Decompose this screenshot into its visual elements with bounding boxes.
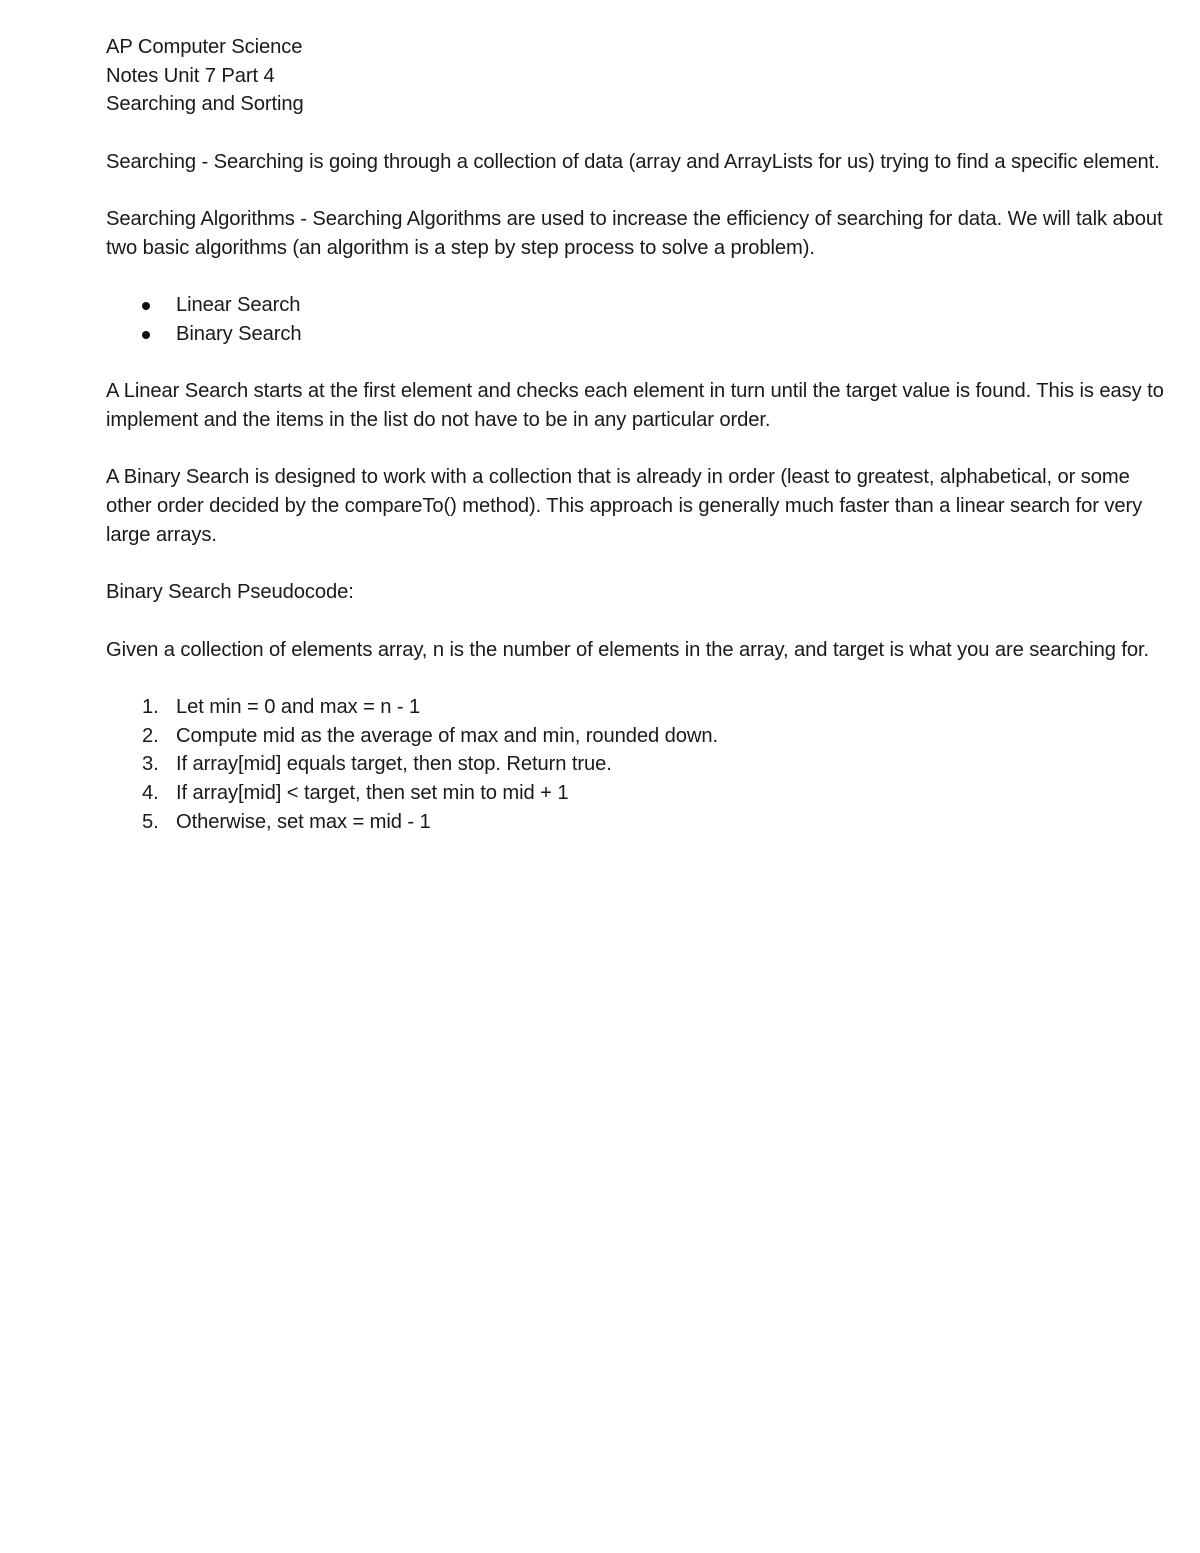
step-number: 2. (142, 724, 159, 747)
algorithm-bullet-list (106, 291, 1166, 348)
given-paragraph: Given a collection of elements array, n is the number of elements in the array, and target is what you are searching for. (106, 638, 1150, 661)
step-text: Compute mid as the average of max and min, rounded down. (176, 724, 719, 747)
spacer (106, 177, 1166, 206)
bullet-icon (142, 331, 150, 339)
list-item (106, 779, 1166, 808)
list-item (106, 808, 1166, 837)
document-page (106, 33, 1166, 837)
list-item (106, 320, 1166, 349)
list-item (106, 693, 1166, 722)
list-item (106, 750, 1166, 779)
list-item-label: Linear Search (176, 294, 301, 317)
spacer (106, 263, 1166, 292)
bullet-icon (142, 302, 150, 310)
step-text: If array[mid] equals target, then stop. Return true. (176, 753, 612, 776)
list-item-label: Binary Search (176, 322, 302, 345)
spacer (106, 349, 1166, 378)
spacer (106, 119, 1166, 148)
spacer (106, 435, 1166, 464)
searching-paragraph: Searching - Searching is going through a collection of data (array and ArrayLists for us) trying to find a specific element. (106, 150, 1160, 173)
step-number: 3. (142, 753, 159, 776)
spacer (106, 550, 1166, 579)
step-text: If array[mid] < target, then set min to mid + 1 (176, 782, 569, 805)
linear-search-paragraph: A Linear Search starts at the first element and checks each element in turn until the target value is found. This is easy to implement and the items in the list do not have to be in any particular order. (106, 380, 1164, 432)
pseudocode-steps-list (106, 693, 1166, 837)
step-number: 4. (142, 782, 159, 805)
topic-title: Searching and Sorting (106, 93, 304, 116)
list-item (106, 722, 1166, 751)
step-text: Let min = 0 and max = n - 1 (176, 696, 421, 719)
binary-search-paragraph: A Binary Search is designed to work with a collection that is already in order (least to greatest, alphabetical, or some other order decided by the compareTo() method). This approach is generally much faster than a linear search for very large arrays. (106, 466, 1143, 546)
spacer (106, 607, 1166, 636)
pseudocode-heading: Binary Search Pseudocode: (106, 581, 354, 604)
step-number: 5. (142, 810, 159, 833)
step-text: Otherwise, set max = mid - 1 (176, 810, 431, 833)
course-title: AP Computer Science (106, 36, 303, 58)
notes-subtitle: Notes Unit 7 Part 4 (106, 64, 275, 87)
spacer (106, 664, 1166, 693)
list-item (106, 291, 1166, 320)
algorithms-paragraph: Searching Algorithms - Searching Algorithms are used to increase the efficiency of searching for data. We will talk about two basic algorithms (an algorithm is a step by step process to solve a problem). (106, 208, 1163, 259)
step-number: 1. (142, 696, 159, 719)
